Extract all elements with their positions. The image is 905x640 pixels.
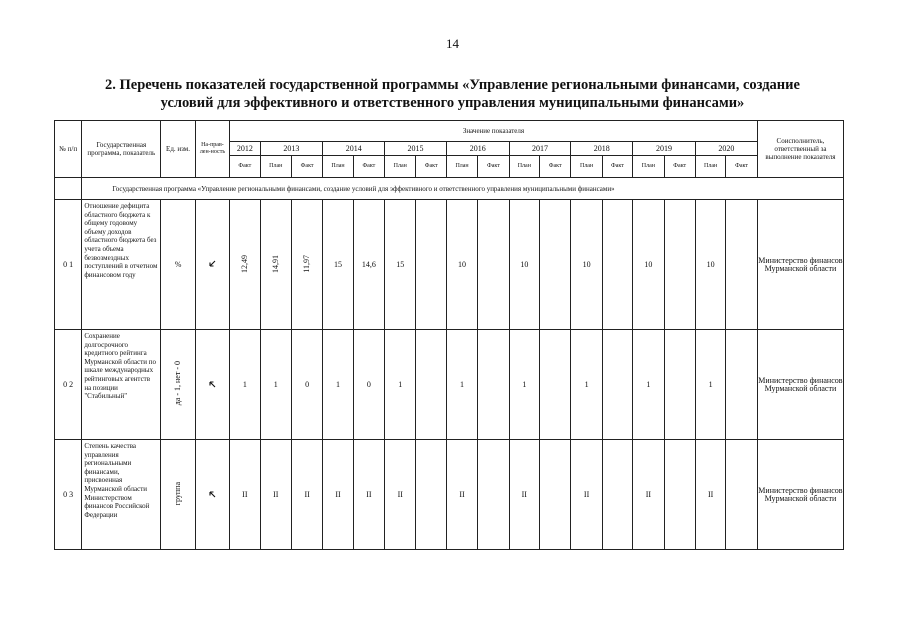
header-program: Государственная программа, показатель [82, 121, 161, 178]
value-rotated: 11,97 [302, 254, 312, 273]
value-cell: 1 [260, 330, 291, 440]
value-cell: 1 [571, 330, 602, 440]
value-cell: II [509, 440, 539, 550]
value-cell: II [323, 440, 353, 550]
fakt-2018: Факт [602, 156, 632, 178]
year-2014: 2014 [323, 142, 385, 156]
value-cell: 1 [695, 330, 725, 440]
title-line-2: условий для эффективного и ответственного управления муниципальными финансами» [160, 95, 745, 111]
value-cell: II [571, 440, 602, 550]
direction-cell [195, 330, 229, 440]
table-row [55, 200, 844, 330]
value-cell [726, 200, 758, 330]
value-cell: II [230, 440, 260, 550]
program-row-title: Государственная программа «Управление региональными финансами, создание условий для эффективного и ответственного управления муниципальными финансами» [82, 178, 844, 200]
value-cell [416, 200, 446, 330]
value-cell: II [353, 440, 384, 550]
plan-2019: План [633, 156, 664, 178]
plan-2013: План [260, 156, 291, 178]
row-num: 0 2 [55, 330, 82, 440]
table-row [55, 330, 844, 440]
value-cell: 10 [446, 200, 477, 330]
header-unit: Ед. изм. [161, 121, 195, 178]
header-value: Значение показателя [230, 121, 758, 142]
program-row [55, 178, 844, 200]
fakt-2014: Факт [353, 156, 384, 178]
value-cell: II [385, 440, 416, 550]
plan-2016: План [446, 156, 477, 178]
value-cell [540, 440, 571, 550]
plan-2020: План [695, 156, 725, 178]
value-cell [602, 440, 632, 550]
value-rotated: 12,49 [239, 254, 249, 273]
value-cell: 0 [291, 330, 322, 440]
responsible-cell: Министерство финансов Мурманской области [757, 200, 843, 330]
value-cell [478, 440, 509, 550]
row-num: 0 1 [55, 200, 82, 330]
arrow-down-left-icon [207, 259, 217, 269]
header-responsible: Соисполнитель, ответственный за выполнение показателя [757, 121, 843, 178]
value-cell [230, 200, 260, 330]
unit-cell: % [161, 200, 195, 330]
value-cell [664, 440, 695, 550]
value-cell: II [291, 440, 322, 550]
value-cell [664, 200, 695, 330]
arrow-up-left-icon [207, 379, 217, 389]
value-cell [726, 330, 758, 440]
year-2019: 2019 [633, 142, 696, 156]
value-cell: 1 [323, 330, 353, 440]
value-cell: 15 [385, 200, 416, 330]
year-2013: 2013 [260, 142, 323, 156]
value-cell [540, 200, 571, 330]
fakt-2019: Факт [664, 156, 695, 178]
direction-cell [195, 440, 229, 550]
value-cell [726, 440, 758, 550]
indicator-name: Отношение дефицита областного бюджета к общему годовому объему доходов областного бюджета без учета объема безвозмездных поступлений в отчетном финансовом году [82, 200, 161, 330]
value-cell [602, 200, 632, 330]
indicators-table [54, 120, 844, 550]
fakt-2020: Факт [726, 156, 758, 178]
year-2016: 2016 [446, 142, 509, 156]
value-cell [291, 200, 322, 330]
value-cell [478, 200, 509, 330]
value-cell: II [446, 440, 477, 550]
value-cell: 10 [509, 200, 539, 330]
value-cell [260, 200, 291, 330]
fakt-2012: Факт [230, 156, 260, 178]
unit-cell [161, 440, 195, 550]
page-number: 14 [446, 36, 459, 51]
fakt-2013: Факт [291, 156, 322, 178]
value-cell [416, 440, 446, 550]
year-2017: 2017 [509, 142, 571, 156]
title-line-1: 2. Перечень показателей государственной программы «Управление региональными финансами, создание [105, 77, 800, 93]
header-row-1 [55, 121, 844, 142]
value-cell: 1 [385, 330, 416, 440]
header-direction: На-прав-лен-ность [195, 121, 229, 178]
responsible-cell: Министерство финансов Мурманской области [757, 440, 843, 550]
value-cell [664, 330, 695, 440]
year-2015: 2015 [385, 142, 447, 156]
year-2012: 2012 [230, 142, 260, 156]
row-num: 0 3 [55, 440, 82, 550]
plan-2017: План [509, 156, 539, 178]
value-rotated: 14,91 [270, 254, 280, 273]
direction-cell [195, 200, 229, 330]
value-cell: 1 [230, 330, 260, 440]
fakt-2016: Факт [478, 156, 509, 178]
value-cell: 1 [446, 330, 477, 440]
unit-rotated: да - 1, нет - 0 [173, 361, 183, 406]
arrow-up-left-icon [207, 489, 217, 499]
indicator-name: Степень качества управления региональными финансами, присвоенная Мурманской области Министерством финансов Российской Федерации [82, 440, 161, 550]
table-row [55, 440, 844, 550]
value-cell [416, 330, 446, 440]
value-cell: 10 [633, 200, 664, 330]
unit-cell [161, 330, 195, 440]
value-cell [602, 330, 632, 440]
fakt-2017: Факт [540, 156, 571, 178]
fakt-2015: Факт [416, 156, 446, 178]
year-2018: 2018 [571, 142, 633, 156]
value-cell: 10 [695, 200, 725, 330]
program-row-num [55, 178, 82, 200]
unit-rotated: группа [173, 481, 183, 506]
plan-2015: План [385, 156, 416, 178]
responsible-cell: Министерство финансов Мурманской области [757, 330, 843, 440]
value-cell: 1 [633, 330, 664, 440]
value-cell: 10 [571, 200, 602, 330]
plan-2018: План [571, 156, 602, 178]
value-cell: II [695, 440, 725, 550]
indicator-name: Сохранение долгосрочного кредитного рейтинга Мурманской области по шкале международных рейтинговых агентств на позиции "Стабильный" [82, 330, 161, 440]
value-cell: 15 [323, 200, 353, 330]
plan-2014: План [323, 156, 353, 178]
value-cell: 0 [353, 330, 384, 440]
value-cell: 1 [509, 330, 539, 440]
value-cell: II [633, 440, 664, 550]
document-title [60, 76, 845, 112]
value-cell [540, 330, 571, 440]
header-num: № п/п [55, 121, 82, 178]
value-cell [478, 330, 509, 440]
value-cell: 14,6 [353, 200, 384, 330]
value-cell: II [260, 440, 291, 550]
year-2020: 2020 [695, 142, 757, 156]
